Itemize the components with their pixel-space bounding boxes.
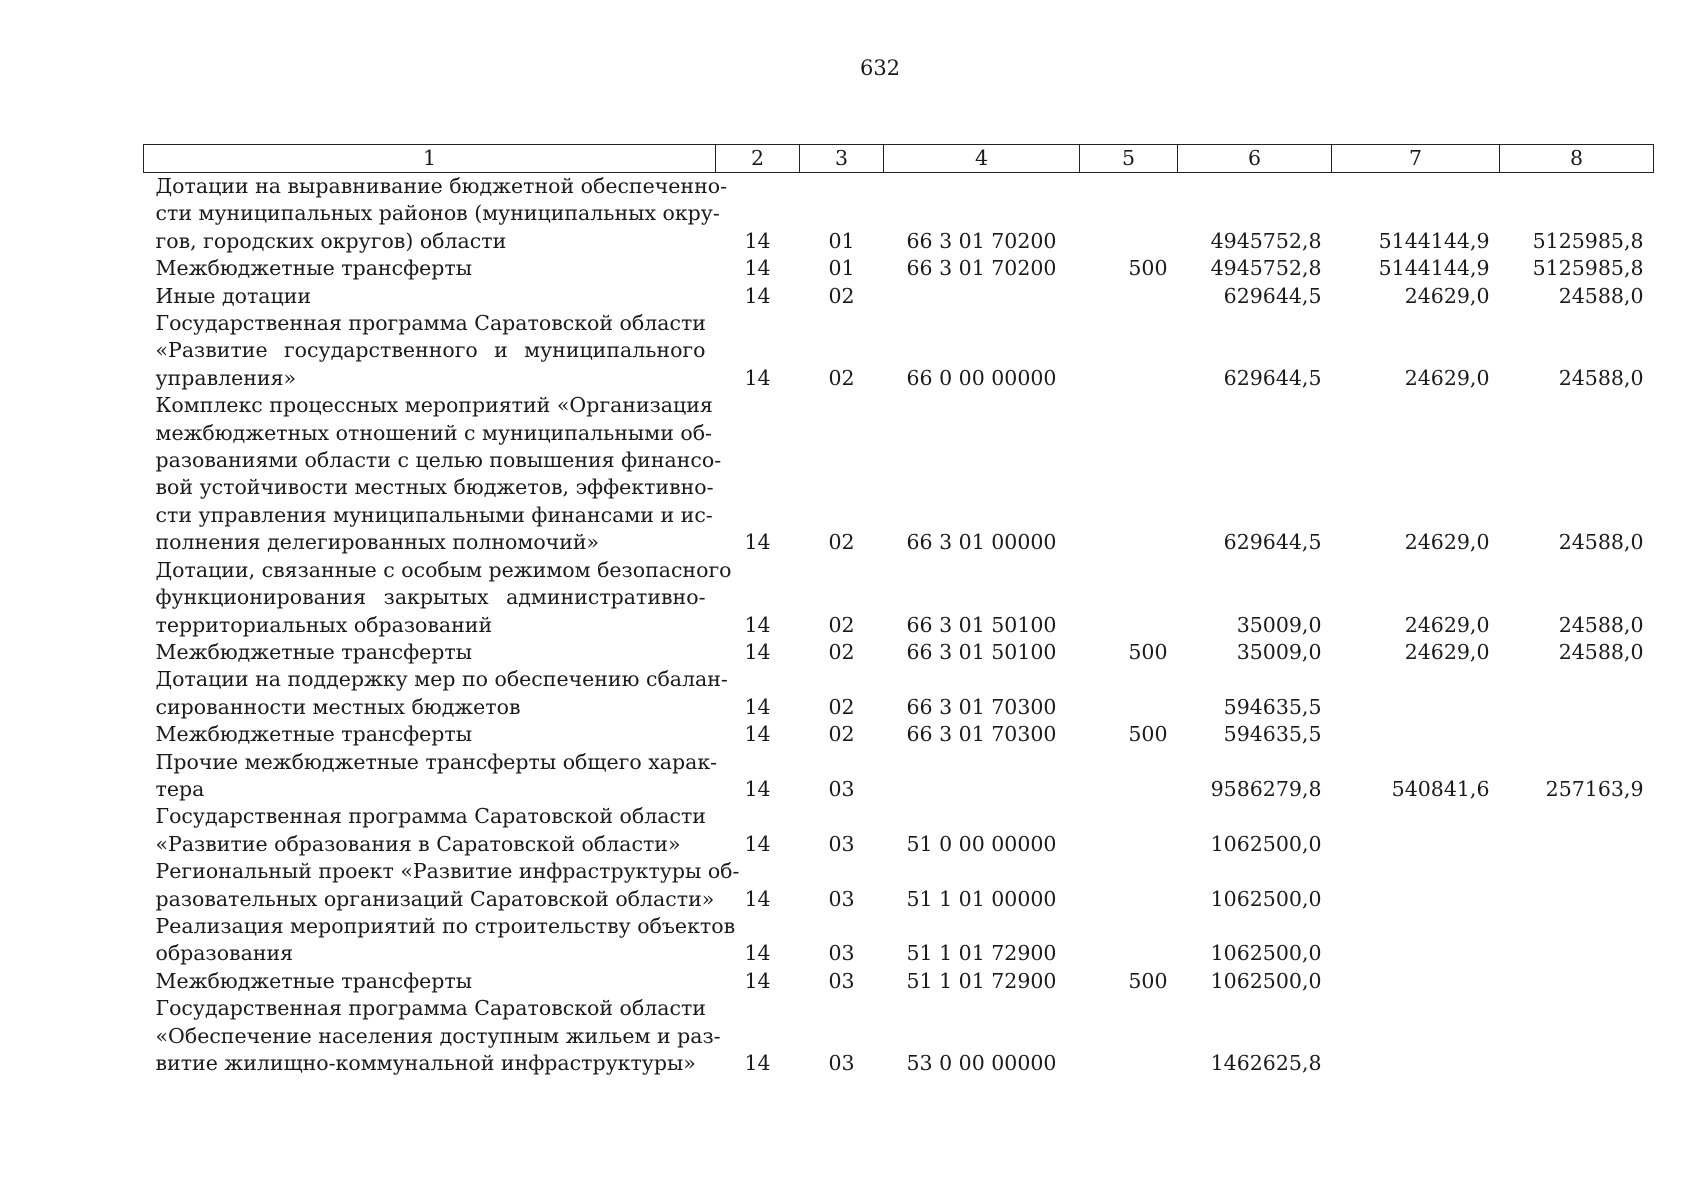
expense-type-cell <box>1080 858 1178 913</box>
subsection-code-cell: 02 <box>828 365 855 390</box>
amount-col7-cell <box>1332 803 1500 858</box>
table-body <box>144 173 1654 1078</box>
expense-type-cell: 500 <box>1128 722 1168 747</box>
target-article-cell <box>884 283 1080 310</box>
section-code-cell: 14 <box>744 283 771 308</box>
subsection-code-cell: 02 <box>828 283 855 308</box>
amount-col8-cell <box>1500 913 1654 968</box>
row-name-cell <box>144 255 716 282</box>
amount-col7-cell <box>1332 995 1500 1077</box>
table-row <box>144 392 1654 556</box>
table-row <box>144 173 1654 256</box>
amount-col7-cell <box>1332 666 1500 721</box>
row-name-line: Иные дотации <box>155 283 312 308</box>
subsection-code-cell: 02 <box>828 612 855 637</box>
expense-type-cell <box>1080 749 1178 804</box>
subsection-code-cell: 02 <box>828 722 855 747</box>
amount-col6-cell: 1062500,0 <box>1210 886 1322 911</box>
amount-col6-cell: 1462625,8 <box>1210 1051 1322 1075</box>
expense-type-cell <box>1080 913 1178 968</box>
section-code-cell: 14 <box>744 886 771 911</box>
subsection-code-cell: 01 <box>828 256 855 281</box>
row-name-line: витие жилищно-коммунальной инфраструктуры» <box>155 1051 696 1075</box>
target-article-cell: 51 1 01 72900 <box>906 941 1057 966</box>
target-article-cell: 51 0 00 00000 <box>906 831 1057 856</box>
amount-col6-cell: 629644,5 <box>1223 365 1322 390</box>
row-name-line: «Развитие образования в Саратовской области» <box>155 831 681 856</box>
amount-col7-cell <box>1332 858 1500 913</box>
amount-col7-cell: 24629,0 <box>1404 365 1490 390</box>
amount-col8-cell: 257163,9 <box>1545 776 1644 801</box>
subsection-code-cell: 03 <box>828 941 855 966</box>
column-header-3: 3 <box>800 145 884 173</box>
expense-type-cell <box>1080 283 1178 310</box>
subsection-code-cell: 03 <box>828 968 855 993</box>
row-name-cell <box>144 392 722 556</box>
row-name-line: территориальных образований <box>155 612 493 637</box>
target-article-cell: 66 3 01 70300 <box>906 694 1057 719</box>
row-name-line: управления» <box>155 365 297 390</box>
row-name-line: разовательных организаций Саратовской области» <box>155 886 715 911</box>
page-number <box>0 56 1697 80</box>
section-code-cell: 14 <box>744 228 771 253</box>
target-article-cell: 51 1 01 72900 <box>906 968 1057 993</box>
row-name-line: Комплекс процессных мероприятий «Организация <box>155 393 713 418</box>
column-header-8: 8 <box>1500 145 1654 173</box>
row-name-line: гов, городских округов) области <box>155 228 507 253</box>
row-name-line: «Обеспечение населения доступным жильем и раз- <box>155 1023 721 1048</box>
table-row <box>144 557 1654 639</box>
row-name-line: вой устойчивости местных бюджетов, эффективно- <box>155 475 714 500</box>
row-name-line: разованиями области с целью повышения финансо- <box>155 448 722 473</box>
amount-col7-cell: 5144144,9 <box>1378 228 1490 253</box>
section-code-cell: 14 <box>744 1051 771 1075</box>
section-code-cell: 14 <box>744 639 771 664</box>
row-name-cell <box>144 995 721 1077</box>
subsection-code-cell: 03 <box>828 1051 855 1075</box>
row-name-cell <box>144 968 716 995</box>
amount-col8-cell: 24588,0 <box>1558 530 1644 555</box>
amount-col8-cell: 5125985,8 <box>1532 228 1644 253</box>
row-name-line: Прочие межбюджетные трансферты общего харак- <box>155 749 718 774</box>
expense-type-cell <box>1080 310 1178 392</box>
amount-col7-cell: 540841,6 <box>1391 776 1490 801</box>
subsection-code-cell: 03 <box>828 886 855 911</box>
column-header-4: 4 <box>884 145 1080 173</box>
expense-type-cell: 500 <box>1128 639 1168 664</box>
table-row <box>144 968 1654 995</box>
amount-col7-cell: 24629,0 <box>1404 612 1490 637</box>
row-name-cell <box>144 721 716 748</box>
row-name-cell <box>144 557 732 639</box>
amount-col8-cell: 24588,0 <box>1558 365 1644 390</box>
amount-col8-cell: 5125985,8 <box>1532 256 1644 281</box>
row-name-line: Реализация мероприятий по строительству объектов <box>155 913 736 938</box>
expense-type-cell <box>1080 392 1178 556</box>
amount-col6-cell: 1062500,0 <box>1210 968 1322 993</box>
amount-col7-cell: 24629,0 <box>1404 530 1490 555</box>
expense-type-cell <box>1080 666 1178 721</box>
row-name-cell <box>144 173 728 256</box>
row-name-cell <box>144 803 716 858</box>
page-number-text: 632 <box>859 56 901 80</box>
row-name-cell <box>144 749 716 804</box>
row-name-line: сированности местных бюджетов <box>155 694 521 719</box>
subsection-code-cell: 03 <box>828 776 855 801</box>
column-header-5: 5 <box>1080 145 1178 173</box>
target-article-cell: 66 0 00 00000 <box>906 365 1057 390</box>
target-article-cell <box>884 749 1080 804</box>
column-header-7: 7 <box>1332 145 1500 173</box>
table-row <box>144 721 1654 748</box>
target-article-cell: 51 1 01 00000 <box>906 886 1057 911</box>
amount-col6-cell: 35009,0 <box>1236 639 1322 664</box>
expense-type-cell <box>1080 557 1178 639</box>
amount-col8-cell: 24588,0 <box>1558 612 1644 637</box>
column-header-1: 1 <box>144 145 716 173</box>
table-row <box>144 255 1654 282</box>
section-code-cell: 14 <box>744 722 771 747</box>
amount-col8-cell <box>1500 721 1654 748</box>
target-article-cell: 66 3 01 70200 <box>906 256 1057 281</box>
row-name-line: Дотации на выравнивание бюджетной обеспеченно- <box>155 174 728 198</box>
section-code-cell: 14 <box>744 365 771 390</box>
table-row <box>144 666 1654 721</box>
target-article-cell: 53 0 00 00000 <box>906 1051 1057 1075</box>
amount-col7-cell: 24629,0 <box>1404 283 1490 308</box>
target-article-cell: 66 3 01 00000 <box>906 530 1057 555</box>
row-name-line: Государственная программа Саратовской области <box>155 311 706 336</box>
target-article-cell: 66 3 01 70300 <box>906 722 1057 747</box>
target-article-cell: 66 3 01 50100 <box>906 612 1057 637</box>
amount-col8-cell <box>1500 995 1654 1077</box>
amount-col7-cell: 24629,0 <box>1404 639 1490 664</box>
section-code-cell: 14 <box>744 831 771 856</box>
expense-type-cell: 500 <box>1128 256 1168 281</box>
amount-col6-cell: 4945752,8 <box>1210 228 1322 253</box>
row-name-line: Межбюджетные трансферты <box>155 722 473 747</box>
section-code-cell: 14 <box>744 530 771 555</box>
subsection-code-cell: 03 <box>828 831 855 856</box>
row-name-cell <box>144 639 716 666</box>
amount-col7-cell: 5144144,9 <box>1378 256 1490 281</box>
section-code-cell: 14 <box>744 941 771 966</box>
row-name-cell <box>144 310 716 392</box>
row-name-line: Дотации, связанные с особым режимом безопасного <box>155 557 732 582</box>
column-header-2: 2 <box>716 145 800 173</box>
row-name-cell <box>144 283 716 310</box>
table-row <box>144 858 1654 913</box>
amount-col8-cell <box>1500 858 1654 913</box>
row-name-line: тера <box>155 776 205 801</box>
subsection-code-cell: 02 <box>828 530 855 555</box>
row-name-line: полнения делегированных полномочий» <box>155 530 600 555</box>
amount-col6-cell: 629644,5 <box>1223 283 1322 308</box>
amount-col6-cell: 629644,5 <box>1223 530 1322 555</box>
amount-col8-cell <box>1500 803 1654 858</box>
amount-col7-cell <box>1332 721 1500 748</box>
target-article-cell: 66 3 01 50100 <box>906 639 1057 664</box>
expense-type-cell <box>1080 995 1178 1077</box>
table-row <box>144 803 1654 858</box>
row-name-line: Государственная программа Саратовской области <box>155 996 706 1021</box>
section-code-cell: 14 <box>744 256 771 281</box>
amount-col8-cell <box>1500 968 1654 995</box>
table-row <box>144 995 1654 1077</box>
row-name-line: Региональный проект «Развитие инфраструктуры об- <box>155 859 740 884</box>
amount-col8-cell: 24588,0 <box>1558 639 1644 664</box>
amount-col6-cell: 1062500,0 <box>1210 831 1322 856</box>
row-name-line: Государственная программа Саратовской области <box>155 804 706 829</box>
expense-type-cell: 500 <box>1128 968 1168 993</box>
row-name-line: сти муниципальных районов (муниципальных окру- <box>155 201 720 226</box>
amount-col6-cell: 594635,5 <box>1223 694 1322 719</box>
amount-col6-cell: 35009,0 <box>1236 612 1322 637</box>
row-name-line: «Развитие государственного и муниципального <box>155 338 706 363</box>
row-name-cell <box>144 858 740 913</box>
section-code-cell: 14 <box>744 694 771 719</box>
amount-col6-cell: 9586279,8 <box>1210 776 1322 801</box>
section-code-cell: 14 <box>744 612 771 637</box>
row-name-line: Межбюджетные трансферты <box>155 968 473 993</box>
row-name-line: сти управления муниципальными финансами и ис- <box>155 502 713 527</box>
budget-table <box>143 144 1654 1077</box>
row-name-cell <box>144 913 736 968</box>
section-code-cell: 14 <box>744 968 771 993</box>
amount-col8-cell: 24588,0 <box>1558 283 1644 308</box>
row-name-line: межбюджетных отношений с муниципальными об- <box>155 420 712 445</box>
subsection-code-cell: 01 <box>828 228 855 253</box>
target-article-cell: 66 3 01 70200 <box>906 228 1057 253</box>
subsection-code-cell: 02 <box>828 639 855 664</box>
table-row <box>144 310 1654 392</box>
expense-type-cell <box>1080 173 1178 256</box>
amount-col7-cell <box>1332 968 1500 995</box>
amount-col8-cell <box>1500 666 1654 721</box>
table-row <box>144 283 1654 310</box>
section-code-cell: 14 <box>744 776 771 801</box>
amount-col6-cell: 4945752,8 <box>1210 256 1322 281</box>
table-row <box>144 749 1654 804</box>
amount-col7-cell <box>1332 913 1500 968</box>
table-header-row <box>144 145 1654 173</box>
subsection-code-cell: 02 <box>828 694 855 719</box>
row-name-cell <box>144 666 728 721</box>
column-header-6: 6 <box>1178 145 1332 173</box>
row-name-line: Межбюджетные трансферты <box>155 256 473 281</box>
row-name-line: функционирования закрытых административно- <box>155 585 706 610</box>
table-row <box>144 913 1654 968</box>
expense-type-cell <box>1080 803 1178 858</box>
amount-col6-cell: 594635,5 <box>1223 722 1322 747</box>
row-name-line: образования <box>155 941 294 966</box>
table-row <box>144 639 1654 666</box>
row-name-line: Дотации на поддержку мер по обеспечению сбалан- <box>155 667 728 692</box>
row-name-line: Межбюджетные трансферты <box>155 639 473 664</box>
amount-col6-cell: 1062500,0 <box>1210 941 1322 966</box>
